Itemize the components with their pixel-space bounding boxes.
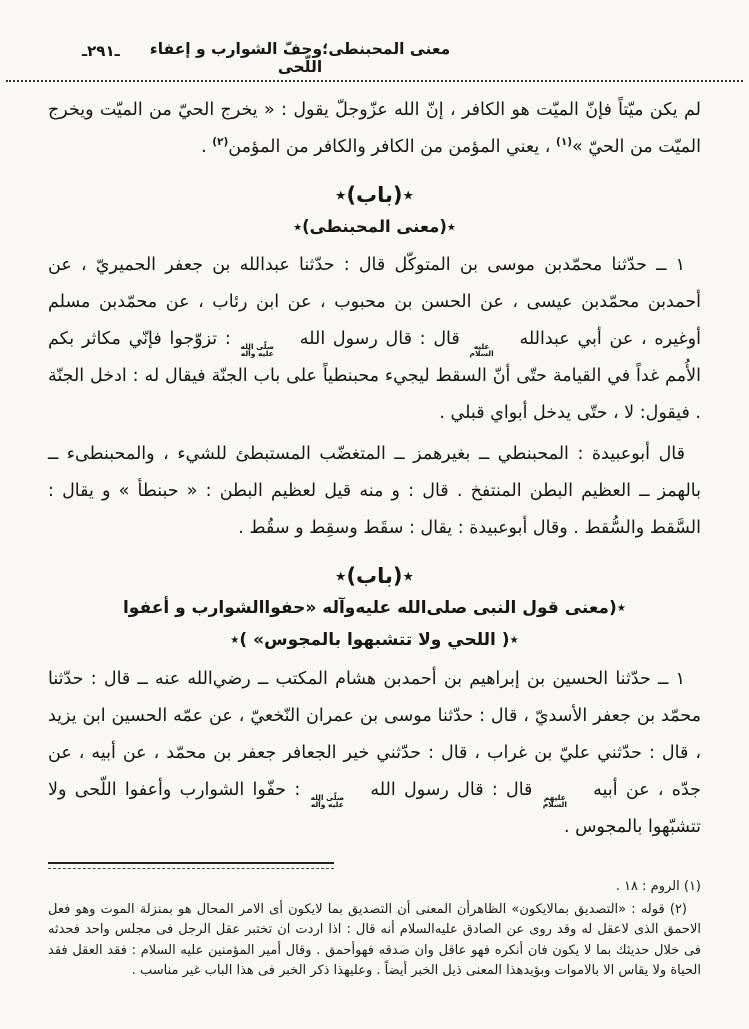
running-title: معنى المحبنطى؛وحفّ الشوارب و إعفاء اللّحى bbox=[149, 40, 451, 76]
hadith-2: ١ ــ حدّثنا الحسين بن إبراهيم بن أحمدبن هشام المكتب ــ رضي‌الله عنه ــ قال : حدّثنا محمّد بن جعفر الأسديّ ، قال : حدّثنا موسى بن عمران النّخعيّ ، عن عمّه الحسين ابن يزيد ، قال : حدّثني عليّ بن غراب ، قال : حدّثني خير الجعافر جعفر بن محمّد ، عن أبيه ، عن جدّه ، عن أبيه عليهم السلام قال : قال رسول الله صلّى الله عليه وآله : حفّوا الشوارب وأعفوا اللّحى ولا تتشبّهوا بالمجوس . bbox=[48, 669, 701, 837]
honorific-seal: صلّى الله عليه وآله bbox=[240, 342, 275, 358]
hadith-1: ١ ــ حدّثنا محمّدبن موسى بن المتوكّل قال : حدّثنا عبدالله بن جعفر الحميريّ ، عن أحمدبن محمّدبن عيسى ، عن الحسن بن محبوب ، عن ابن رئاب ، عن محمّدبن مسلم أوغيره ، عن أبي عبدالله عليه السلام قال : قال رسول الله صلّى الله عليه وآله : تزوّجوا فإنّي مكاثر بكم الأُمم غداً في القيامة حتّى أنّ السقط ليجيء محبنطياً على باب الجنّة فيقال له : ادخل الجنّة . فيقول: لا ، حتّى يدخل أبواي قبلي . bbox=[48, 255, 701, 423]
honorific-seal: عليهم السلام bbox=[542, 793, 567, 809]
paragraph-continuation: لم يكن ميّتاً فإنّ الميّت هو الكافر ، إنّ الله عزّوجلّ يقول : « يخرج الحيّ من الميّت ويخرج الميّت من الحيّ »$^{(١)}$ ، يعني المؤمن من الكافر والكافر من المؤمن$^{(٢)}$ . bbox=[48, 100, 701, 157]
footnote-2: (٢) قوله : «التصديق بمالايكون» الظاهرأن المعنى أن التصديق بما لايكون أى الامر المحال هو بمنزلة الموت وهو فعل الاحمق الذى لاعقل له وقد روى عن الصادق عليه‌السلام أنه قال : اذا اردت ان تختبر عقل الرجل فى مجلس واحد فحدثه فى خلال حديثك بما لا يكون فان أنكره فهو عاقل وان صدقه فهوأحمق . وقال أمير المؤمنين عليه السلام : فقد العقل فقد الحياة ولا يقاس الا بالاموات وبؤيدهذا المعنى ذيل الخبر أيضاً . وعليهذا ذكر الخبر فى هذا الباب غير مناسب . bbox=[48, 901, 701, 978]
chapter-heading-2: ٭(باب)٭ bbox=[335, 564, 414, 588]
header-dotted-rule bbox=[6, 80, 743, 82]
paragraph-abu-ubayda: قال أبوعبيدة : المحبنطي ــ بغيرهمز ــ المتغضّب المستبطئ للشيء ، والمحبنطىء ــ بالهمز ــ العظيم البطن المنتفخ . قال : و منه قيل لعظيم البطن : « حبنطأ » و يقال : السَّقط والسُّقط . وقال أبوعبيدة : يقال : سقَط وسقِط و سقُط . bbox=[48, 444, 701, 538]
chapter-subtitle-2-line1: ٭(معنى قول النبى صلى‌الله عليه‌وآله «حفواالشوارب و أعفوا bbox=[122, 598, 626, 618]
page-header bbox=[48, 38, 701, 76]
footnote-ref: (٢) bbox=[212, 136, 229, 148]
chapter-heading-1: ٭(باب)٭ bbox=[335, 183, 414, 207]
chapter-subtitle-2-line2: ٭( اللحي ولا تتشبهوا بالمجوس» )٭ bbox=[230, 630, 519, 650]
footnote-ref: (١) bbox=[556, 136, 573, 148]
chapter-subtitle-1: ٭(معنى المحبنطى)٭ bbox=[293, 217, 456, 236]
page-number: ـ٢٩١ـ bbox=[82, 42, 120, 60]
footnote-1: (١) الروم : ١٨ . bbox=[615, 879, 701, 894]
honorific-seal: عليه السلام bbox=[469, 342, 494, 358]
page-body bbox=[48, 92, 701, 846]
honorific-seal: صلّى الله عليه وآله bbox=[310, 793, 345, 809]
footnotes-block bbox=[48, 877, 701, 982]
footnote-separator bbox=[48, 862, 334, 869]
